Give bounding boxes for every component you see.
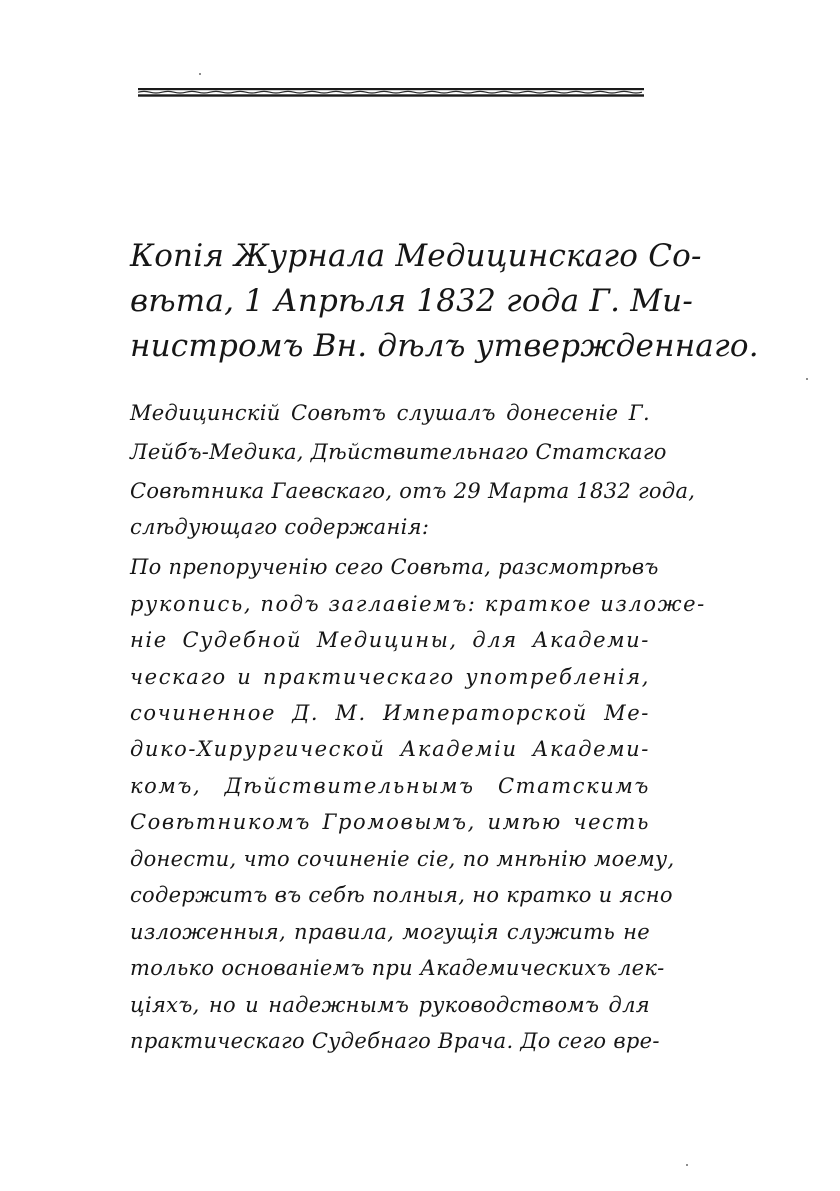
paragraph-2-line: сочиненное Д. М. Императорской Ме- (130, 701, 650, 725)
paragraph-1-line: Лейбъ-Медика, Дѣйствительнаго Статскаго (130, 440, 667, 464)
title-line-1: Копія Журнала Медицинскаго Со- (130, 238, 702, 274)
paragraph-1-line: Совѣтника Гаевскаго, отъ 29 Марта 1832 года, (130, 479, 696, 503)
paragraph-2-line: ческаго и практическаго употребленія, (130, 665, 650, 689)
paragraph-2-line: практическаго Судебнаго Врача. До сего вре- (130, 1029, 660, 1053)
paragraph-2-line: донести, что сочиненіе сіе, по мнѣнію моему, (130, 847, 675, 871)
paragraph-2-line: Совѣтникомъ Громовымъ, имѣю честь (130, 810, 650, 834)
paragraph-2-line: ціяхъ, но и надежнымъ руководствомъ для (130, 993, 650, 1017)
paragraph-2-line: комъ, Дѣйствительнымъ Статскимъ (130, 774, 650, 798)
paragraph-1-line: Медицинскій Совѣтъ слушалъ донесеніе Г. (130, 401, 650, 425)
title-line-2: вѣта, 1 Апрѣля 1832 года Г. Ми- (130, 283, 693, 319)
paragraph-2-line: содержитъ въ себѣ полныя, но кратко и ясно (130, 883, 673, 907)
paragraph-2-line: рукопись, подъ заглавіемъ: краткое изложе- (130, 592, 706, 616)
paragraph-2-line: По препорученію сего Совѣта, разсмотрѣвъ (130, 555, 659, 579)
paragraph-2-line: только основаніемъ при Академическихъ лек- (130, 956, 665, 980)
paragraph-1-line: слѣдующаго содержанія: (130, 515, 430, 539)
paragraph-2-line: изложенныя, правила, могущія служить не (130, 920, 650, 944)
header-rule (138, 88, 644, 97)
title-line-3: нистромъ Вн. дѣлъ утвержденнаго. (130, 328, 759, 364)
paragraph-2-line: дико-Хирургической Академіи Академи- (130, 737, 650, 761)
paragraph-2-line: ніе Судебной Медицины, для Академи- (130, 628, 650, 652)
